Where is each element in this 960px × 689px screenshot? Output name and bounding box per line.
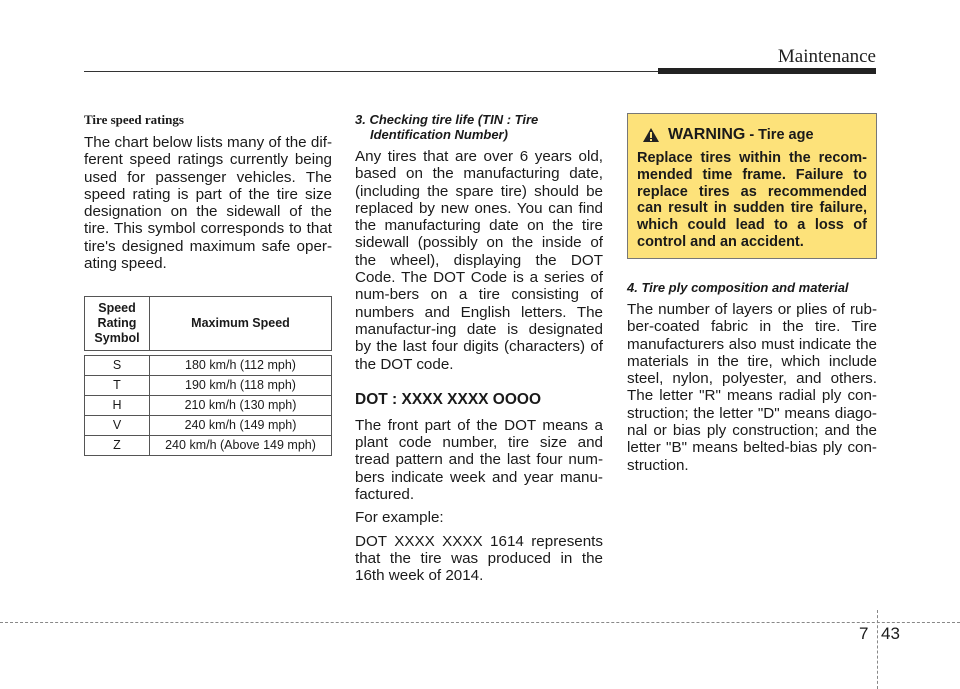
table-row [85, 396, 332, 416]
table-header-speed: Maximum Speed [150, 297, 332, 351]
table-cell-symbol: T [85, 376, 150, 396]
table-header-symbol [85, 297, 150, 351]
table-cell-speed: 240 km/h (149 mph) [150, 416, 332, 436]
section-paragraph: DOT XXXX XXXX 1614 represents that the tire was produced in the 16th week of 2014. [355, 532, 603, 585]
section-heading-line: 3. Checking tire life (TIN : Tire [355, 112, 539, 127]
column-tire-life [355, 108, 603, 585]
section-heading [355, 112, 603, 142]
table-header-row [85, 297, 332, 351]
chapter-number: 7 [859, 624, 869, 643]
warning-box [627, 113, 877, 259]
section-paragraph: For example: [355, 509, 444, 527]
page-header-title: Maintenance [777, 46, 876, 67]
table-row [85, 356, 332, 376]
section-paragraph: The number of layers or plies of rub-ber-coated fabric in the tire. Tire manufacturers also must indicate the materials in the tire, which include steel, nylon, polyester, and others. The letter "R" means radial ply con-struction; the letter "D" means diago-nal or bias ply construction; and the letter "B" means belted-bias ply con-struction. [627, 301, 877, 474]
warning-text: Replace tires within the recom-mended time frame. Failure to replace tires as recommended can result in sudden tire failure, which could lead to a loss of control and an accident. [637, 150, 867, 250]
section-paragraph: The front part of the DOT means a plant code number, tire size and tread pattern and the last four num-bers indicate week and year manu-factured. [355, 416, 603, 504]
section-paragraph: Any tires that are over 6 years old, based on the manufacturing date, (including the spare tire) should be replaced by new ones. You can find the manufacturing date on the tire sidewall (possibly on the inside of the wheel), displaying the DOT Code. The DOT Code is a series of num-bers on a tire consisting of numbers and English letters. The manufactur-ing date is designated by the last four digits (characters) of the DOT code. [355, 148, 603, 373]
table-row [85, 416, 332, 436]
table-header-symbol-line: Speed [98, 301, 136, 316]
table-row [85, 376, 332, 396]
table-header-symbol-line: Symbol [94, 331, 140, 346]
table-cell-speed: 240 km/h (Above 149 mph) [150, 436, 332, 456]
table-cell-symbol: S [85, 356, 150, 376]
section-heading-line: Identification Number) [370, 127, 508, 142]
table-cell-speed: 180 km/h (112 mph) [150, 356, 332, 376]
header-rule-thick [658, 68, 876, 74]
table-cell-symbol: H [85, 396, 150, 416]
footer-vertical-divider [877, 610, 878, 689]
section-paragraph: The chart below lists many of the dif-ferent speed ratings currently being used for passenger vehicles. The speed rating is part of the tire size designation on the sidewall of the tire. This symbol corresponds to that tire's designed maximum safe oper-ating speed. [84, 134, 332, 273]
table-cell-speed: 210 km/h (130 mph) [150, 396, 332, 416]
dot-code-format: DOT : XXXX XXXX OOOO [355, 390, 542, 408]
speed-rating-table [84, 296, 332, 456]
column-tire-speed-ratings [84, 108, 332, 456]
table-header-symbol-line: Rating [97, 316, 137, 331]
column-tire-ply [627, 276, 877, 474]
section-heading: Tire speed ratings [84, 112, 184, 127]
table-row [85, 436, 332, 456]
table-cell-speed: 190 km/h (118 mph) [150, 376, 332, 396]
table-cell-symbol: Z [85, 436, 150, 456]
footer-divider [0, 622, 960, 623]
warning-triangle-icon [642, 127, 660, 143]
warning-label: WARNING [668, 126, 746, 143]
warning-subtitle: - Tire age [749, 127, 814, 143]
page-number: 43 [881, 624, 900, 643]
header-rule-thin [84, 71, 744, 72]
table-cell-symbol: V [85, 416, 150, 436]
section-heading: 4. Tire ply composition and material [627, 280, 849, 295]
warning-header [642, 126, 867, 144]
